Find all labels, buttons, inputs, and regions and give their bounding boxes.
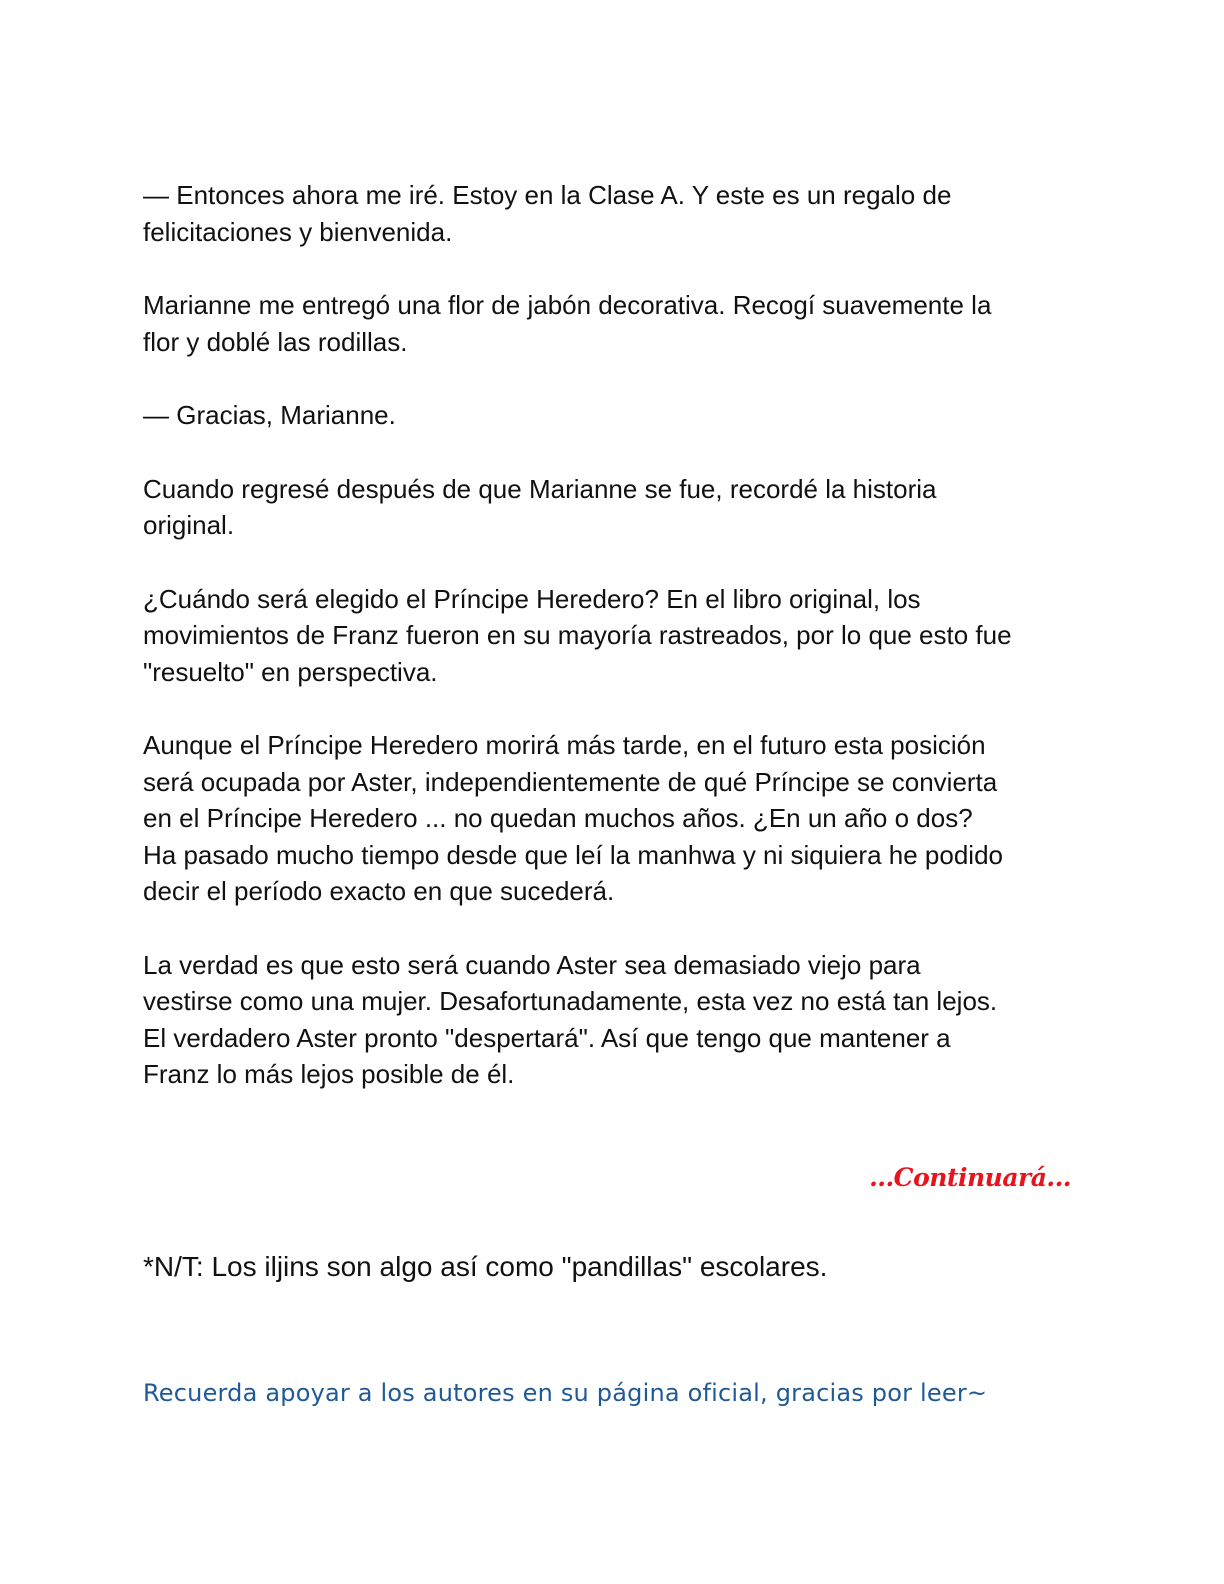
paragraph-6: Aunque el Príncipe Heredero morirá más tarde, en el futuro esta posición será ocupada por Aster, independientemente de qué Príncipe se convierta en el Príncipe Heredero ... no quedan muchos años. ¿En un año o dos? Ha pasado mucho tiempo desde que leí la manhwa y ni siquiera he podido decir el período exacto en que sucederá.	[143, 730, 1003, 906]
paragraph-2: Marianne me entregó una flor de jabón decorativa. Recogí suavemente la flor y doblé las rodillas.	[143, 290, 992, 357]
paragraph-1: — Entonces ahora me iré. Estoy en la Clase A. Y este es un regalo de felicitaciones y bienvenida.	[143, 180, 952, 247]
story-body	[143, 177, 1083, 1130]
paragraph-3: — Gracias, Marianne.	[143, 400, 396, 430]
translator-note: *N/T: Los iljins son algo así como "pandillas" escolares.	[143, 1251, 828, 1282]
paragraph-7: La verdad es que esto será cuando Aster sea demasiado viejo para vestirse como una mujer. Desafortunadamente, esta vez no está tan lejos. El verdadero Aster pronto "despertará". Así que tengo que mantener a Franz lo más lejos posible de él.	[143, 949, 998, 1089]
paragraph-5: ¿Cuándo será elegido el Príncipe Heredero? En el libro original, los movimientos de Franz fueron en su mayoría rastreados, por lo que esto fue "resuelto" en perspectiva.	[143, 583, 1012, 687]
support-authors-footer: Recuerda apoyar a los autores en su página oficial, gracias por leer~	[143, 1379, 988, 1407]
to-be-continued-label: ...Continuará...	[869, 1163, 1071, 1192]
paragraph-4: Cuando regresé después de que Marianne se fue, recordé la historia original.	[143, 473, 937, 540]
